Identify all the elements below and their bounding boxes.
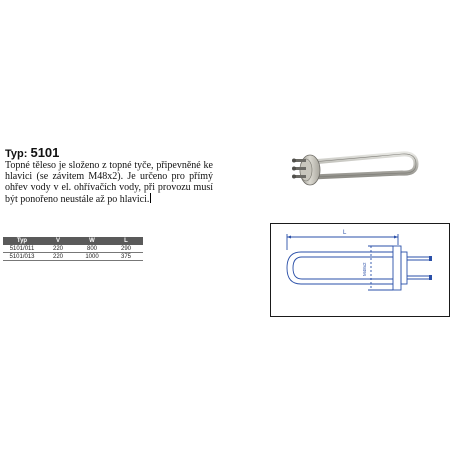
length-dimension-label: L bbox=[343, 230, 347, 236]
spec-table bbox=[3, 237, 143, 261]
table-cell: 290 bbox=[109, 245, 143, 253]
heating-element-photo bbox=[282, 140, 422, 192]
table-cell: 220 bbox=[41, 245, 75, 253]
product-description bbox=[5, 160, 213, 205]
table-cell: 5101/011 bbox=[3, 245, 41, 253]
table-row bbox=[3, 245, 143, 253]
table-cell: 1000 bbox=[75, 253, 109, 261]
table-row bbox=[3, 253, 143, 261]
table-cell: 5101/013 bbox=[3, 253, 41, 261]
column-header-l: L bbox=[109, 237, 143, 245]
table-cell: 375 bbox=[109, 253, 143, 261]
table-header-row bbox=[3, 237, 143, 245]
text-cursor bbox=[150, 193, 151, 203]
product-title bbox=[5, 145, 59, 160]
description-text: Topné těleso je složeno z topné tyče, připevněné ke hlavici (se závitem M48x2). Je určeno pro přímý ohřev vody v el. ohřívačích vody, při provozu musí být ponořeno neustále až po hlavici. bbox=[5, 160, 213, 205]
column-header-v: V bbox=[41, 237, 75, 245]
column-header-typ: Typ bbox=[3, 237, 41, 245]
product-code: 5101 bbox=[30, 145, 60, 160]
typ-label: Typ: bbox=[5, 148, 28, 160]
thread-dimension-label: M48x2 bbox=[362, 262, 367, 276]
column-header-w: W bbox=[75, 237, 109, 245]
table-cell: 220 bbox=[41, 253, 75, 261]
technical-drawing bbox=[270, 223, 450, 317]
table-cell: 800 bbox=[75, 245, 109, 253]
